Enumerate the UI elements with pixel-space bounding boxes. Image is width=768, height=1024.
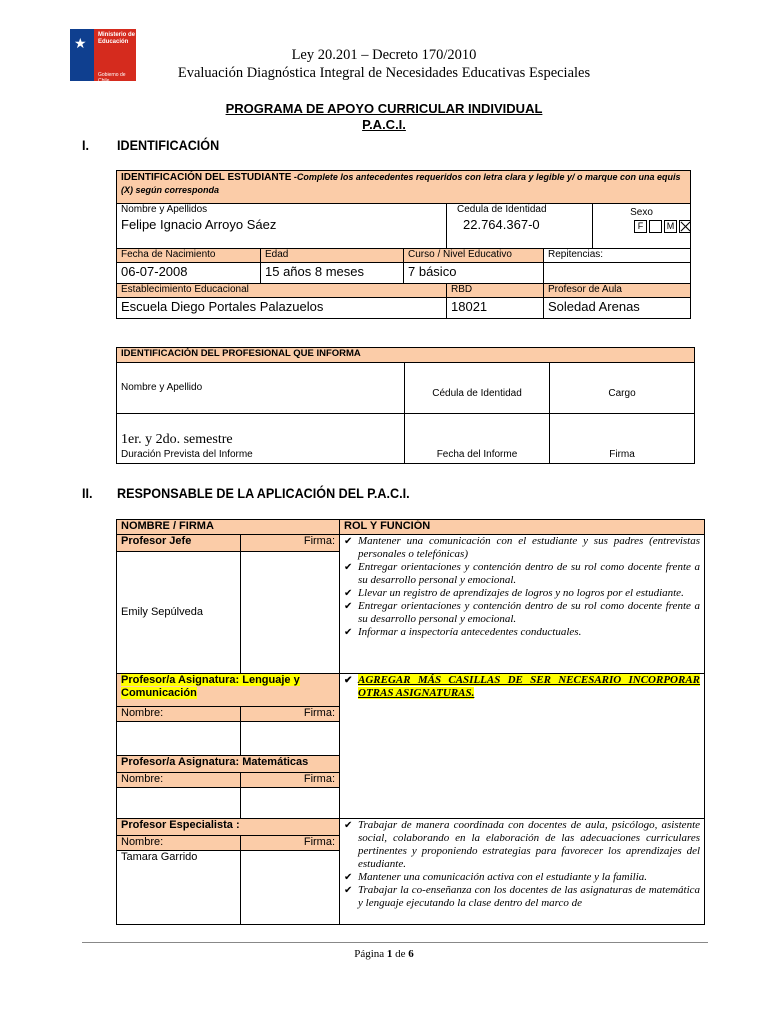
lang-label-cell <box>117 674 340 707</box>
student-table <box>116 170 691 319</box>
section1-title: IDENTIFICACIÓN <box>117 137 220 153</box>
col-role-header: ROL Y FUNCIÓN <box>340 520 705 535</box>
spec-label: Profesor Especialista : <box>117 819 340 836</box>
birth-label: Fecha de Nacimiento <box>117 249 261 263</box>
duration-value: 1er. y 2do. semestre <box>121 432 233 447</box>
page-word: Página <box>354 948 385 960</box>
rbd-label: RBD <box>447 284 544 298</box>
course-value: 7 básico <box>404 263 544 284</box>
student-header-title: IDENTIFICACIÓN DEL ESTUDIANTE <box>121 172 292 183</box>
lang-name <box>117 722 241 756</box>
section1-number: I. <box>82 137 90 153</box>
jefe-signature <box>241 552 340 674</box>
professional-header: IDENTIFICACIÓN DEL PROFESIONAL QUE INFORMA <box>117 348 695 363</box>
jefe-role-1: ✔ Mantener una comunicación con el estudiante y sus padres (entrevistas personales o telefónicas) <box>344 535 700 561</box>
spec-role-1: ✔ Trabajar de manera coordinada con docentes de aula, psicólogo, asistente social, colaborando en la elaboración de las adecuaciones curriculares pertinentes y proponiendo estrategias para favorecer los aprendizajes del estudiante. <box>344 819 700 871</box>
math-firma-label: Firma: <box>241 773 340 788</box>
sex-m-check[interactable] <box>679 220 691 233</box>
sex-cell <box>593 204 691 249</box>
jefe-role-4: ✔ Entregar orientaciones y contención dentro de su rol como docente frente a su desarrollo personal y emocional. <box>344 600 700 626</box>
spec-role-2: ✔ Mantener una comunicación activa con el estudiante y la familia. <box>344 871 700 884</box>
name-value: Felipe Ignacio Arroyo Sáez <box>121 217 277 232</box>
eval-line: Evaluación Diagnóstica Integral de Necesidades Educativas Especiales <box>177 65 591 81</box>
student-header <box>117 171 691 204</box>
sex-f-box[interactable]: F <box>634 220 647 233</box>
professional-table <box>116 347 695 464</box>
logo-subtext: Gobierno de Chile <box>98 72 126 84</box>
duration-cell <box>117 414 405 464</box>
of-word: de <box>395 948 406 960</box>
birth-value: 06-07-2008 <box>117 263 261 284</box>
program-short: P.A.C.I. <box>362 117 406 132</box>
jefe-roles <box>340 535 705 674</box>
pro-role-label: Cargo <box>550 363 695 414</box>
rep-label: Repitencias: <box>544 249 691 263</box>
jefe-role-3: ✔ Llevar un registro de aprendizajes de logros y no logros por el estudiante. <box>344 587 700 600</box>
rep-value <box>544 263 691 284</box>
lang-signature <box>241 722 340 756</box>
spec-nombre-label: Nombre: <box>117 836 241 851</box>
sex-label: Sexo <box>630 207 653 218</box>
age-label: Edad <box>261 249 404 263</box>
math-signature <box>241 788 340 819</box>
date-label: Fecha del Informe <box>405 414 550 464</box>
teacher-label: Profesor de Aula <box>544 284 691 298</box>
id-label: Cedula de Identidad <box>457 204 547 215</box>
math-name <box>117 788 241 819</box>
section2-number: II. <box>82 485 93 501</box>
name-cell <box>117 204 447 249</box>
spec-firma-label: Firma: <box>241 836 340 851</box>
lang-label: Profesor/a Asignatura: Lenguaje y Comunicación <box>121 674 300 699</box>
math-nombre-label: Nombre: <box>117 773 241 788</box>
student-header-note: -Complete los antecedentes requeridos con letra clara y legible y/ o marque con una equis (X) según corresponda <box>121 172 681 195</box>
school-value: Escuela Diego Portales Palazuelos <box>117 298 447 319</box>
sex-m-box[interactable]: M <box>664 220 677 233</box>
jefe-role-5: ✔ Informar a inspectoría antecedentes conductuales. <box>344 626 700 639</box>
footer-divider <box>82 942 708 943</box>
spec-roles <box>340 819 705 925</box>
school-label: Establecimiento Educacional <box>117 284 447 298</box>
spec-role-3: ✔ Trabajar la co-enseñanza con los docentes de las asignaturas de matemática y lenguaje ejecutando la clase dentro del marco de <box>344 884 700 910</box>
jefe-role-2: ✔ Entregar orientaciones y contención dentro de su rol como docente frente a su desarrollo personal y emocional. <box>344 561 700 587</box>
responsible-table <box>116 519 705 925</box>
lang-note-cell <box>340 674 705 819</box>
teacher-value: Soledad Arenas <box>544 298 691 319</box>
pro-id-label: Cédula de Identidad <box>405 363 550 414</box>
col-name-header: NOMBRE / FIRMA <box>117 520 340 535</box>
rbd-value: 18021 <box>447 298 544 319</box>
jefe-firma-label: Firma: <box>241 535 340 552</box>
course-label: Curso / Nivel Educativo <box>404 249 544 263</box>
lang-nombre-label: Nombre: <box>117 707 241 722</box>
program-title: PROGRAMA DE APOYO CURRICULAR INDIVIDUAL <box>225 101 543 116</box>
page-total: 6 <box>408 948 414 960</box>
id-value: 22.764.367-0 <box>463 217 540 232</box>
jefe-label: Profesor Jefe <box>117 535 241 552</box>
age-value: 15 años 8 meses <box>261 263 404 284</box>
star-icon: ★ <box>74 35 87 51</box>
math-label: Profesor/a Asignatura: Matemáticas <box>117 756 340 773</box>
lang-firma-label: Firma: <box>241 707 340 722</box>
id-cell <box>447 204 593 249</box>
sex-f-check[interactable] <box>649 220 662 233</box>
section2-title: RESPONSABLE DE LA APLICACIÓN DEL P.A.C.I. <box>117 485 410 501</box>
lang-note: AGREGAR MÁS CASILLAS DE SER NECESARIO INCORPORAR OTRAS ASIGNATURAS. <box>358 674 701 699</box>
duration-label: Duración Prevista del Informe <box>121 449 253 460</box>
spec-name: Tamara Garrido <box>117 851 241 925</box>
page-number: 1 <box>386 948 393 960</box>
pro-name-label: Nombre y Apellido <box>117 363 405 414</box>
logo-text: Ministerio de Educación <box>98 32 136 45</box>
name-label: Nombre y Apellidos <box>121 204 208 215</box>
jefe-name: Emily Sepúlveda <box>117 552 241 674</box>
page-footer <box>0 948 768 960</box>
law-line: Ley 20.201 – Decreto 170/2010 <box>291 47 477 63</box>
spec-signature <box>241 851 340 925</box>
sign-label: Firma <box>550 414 695 464</box>
